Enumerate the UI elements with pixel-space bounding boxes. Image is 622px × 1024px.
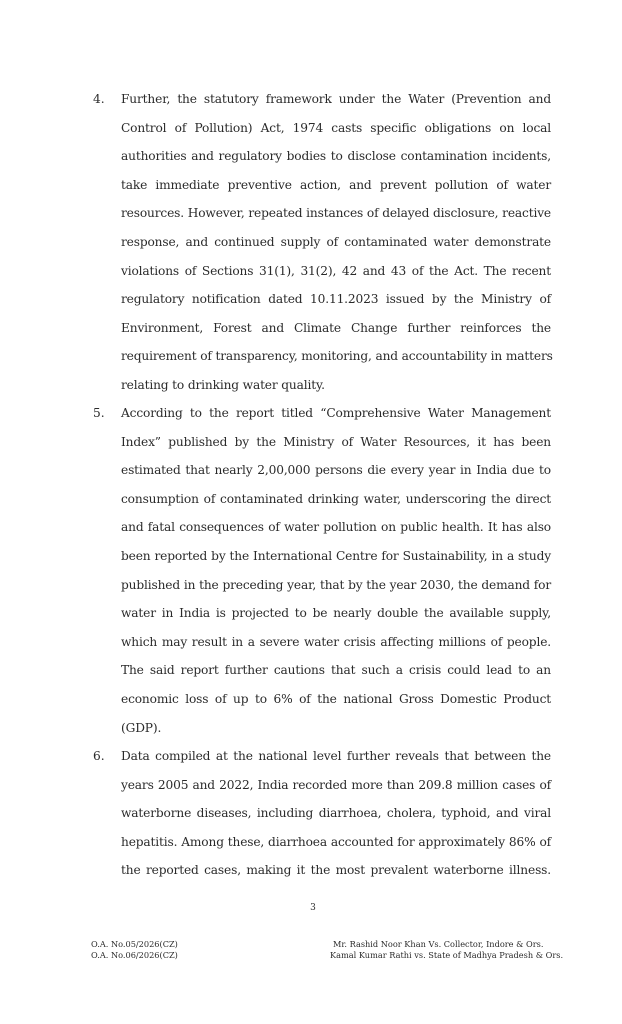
text-line: and fatal consequences of water pollution on public health. It has also [121, 520, 551, 535]
text-line: take immediate preventive action, and prevent pollution of water [121, 177, 551, 192]
text-line: The said report further cautions that such a crisis could lead to an [121, 663, 551, 678]
text-line: (GDP). [121, 720, 162, 735]
text-line: relating to drinking water quality. [121, 377, 325, 392]
text-line: water in India is projected to be nearly double the available supply, [121, 606, 551, 621]
text-line: violations of Sections 31(1), 31(2), 42 and 43 of the Act. The recent [121, 263, 551, 278]
text-line: Further, the statutory framework under the Water (Prevention and [121, 92, 551, 106]
paragraph-body [121, 399, 551, 742]
case-number: O.A. No.06/2026(CZ) [91, 949, 178, 960]
text-line: published in the preceding year, that by the year 2030, the demand for [121, 577, 551, 592]
text-line: Data compiled at the national level further reveals that between the [121, 749, 551, 763]
text-line: the reported cases, making it the most prevalent waterborne illness. [121, 863, 551, 878]
footer-case-titles [330, 939, 563, 960]
text-line: hepatitis. Among these, diarrhoea accounted for approximately 86% of [121, 834, 551, 849]
text-line: Control of Pollution) Act, 1974 casts specific obligations on local [121, 120, 551, 135]
text-line: Environment, Forest and Climate Change further reinforces the [121, 320, 551, 335]
paragraph-number: 4. [93, 92, 105, 106]
text-line: consumption of contaminated drinking water, underscoring the direct [121, 491, 551, 506]
text-line: estimated that nearly 2,00,000 persons die every year in India due to [121, 463, 551, 478]
paragraph-number: 6. [93, 749, 105, 763]
paragraph-body [121, 742, 551, 885]
text-line: resources. However, repeated instances of delayed disclosure, reactive [121, 206, 551, 221]
text-line: requirement of transparency, monitoring, and accountability in matters [121, 349, 553, 364]
text-line: waterborne diseases, including diarrhoea, cholera, typhoid, and viral [121, 806, 551, 821]
text-line: economic loss of up to 6% of the national Gross Domestic Product [121, 691, 551, 706]
text-line: According to the report titled “Comprehensive Water Management [121, 406, 551, 420]
text-line: authorities and regulatory bodies to disclose contamination incidents, [121, 149, 551, 164]
text-line: regulatory notification dated 10.11.2023 issued by the Ministry of [121, 292, 551, 307]
text-line: Index” published by the Ministry of Water Resources, it has been [121, 434, 551, 449]
case-title: Mr. Rashid Noor Khan Vs. Collector, Indore & Ors. [333, 939, 544, 949]
text-line: response, and continued supply of contaminated water demonstrate [121, 234, 551, 249]
text-line: been reported by the International Centre for Sustainability, in a study [121, 548, 551, 563]
footer-case-numbers [91, 939, 178, 960]
case-number: O.A. No.05/2026(CZ) [91, 939, 178, 949]
text-line: which may result in a severe water crisis affecting millions of people. [121, 634, 551, 649]
case-title: Kamal Kumar Rathi vs. State of Madhya Pradesh & Ors. [330, 949, 564, 960]
paragraph-number: 5. [93, 406, 105, 420]
text-line: years 2005 and 2022, India recorded more than 209.8 million cases of [121, 777, 551, 792]
page-number: 3 [310, 903, 316, 913]
paragraph-body [121, 85, 551, 400]
